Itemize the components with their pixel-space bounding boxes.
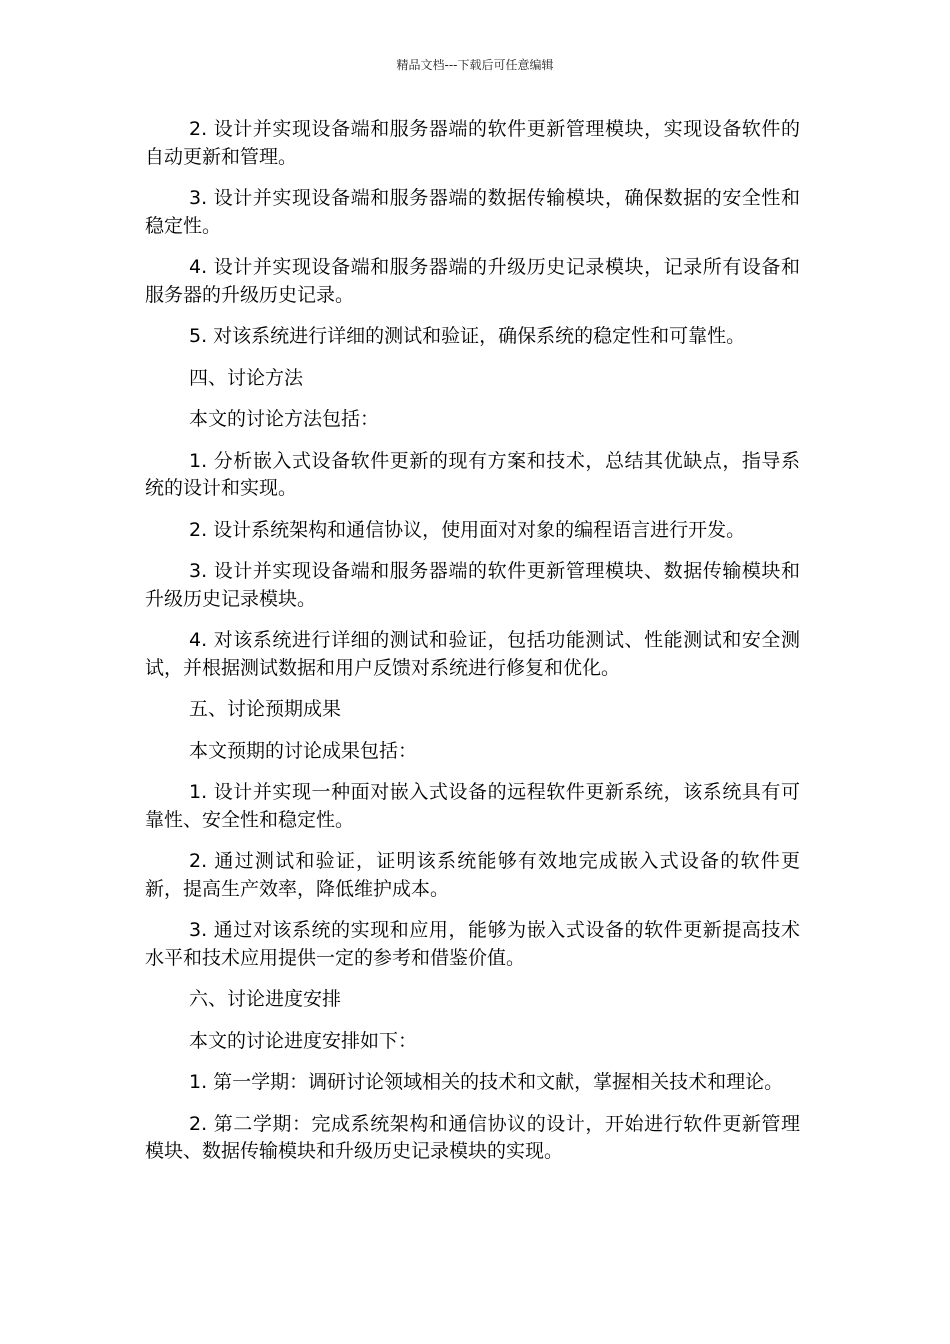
paragraph: 3. 通过对该系统的实现和应用，能够为嵌入式设备的软件更新提高技术水平和技术应用提供一定的参考和借鉴价值。 (145, 919, 800, 969)
section-heading: 六、讨论进度安排 (189, 988, 342, 1010)
page-header: 精品文档---下载后可任意编辑 (396, 58, 554, 72)
paragraph: 1. 分析嵌入式设备软件更新的现有方案和技术，总结其优缺点，指导系统的设计和实现。 (145, 449, 800, 499)
paragraph: 2. 第二学期：完成系统架构和通信协议的设计，开始进行软件更新管理模块、数据传输模块和升级历史记录模块的实现。 (145, 1112, 800, 1162)
paragraph: 4. 对该系统进行详细的测试和验证，包括功能测试、性能测试和安全测试，并根据测试数据和用户反馈对系统进行修复和优化。 (145, 629, 800, 679)
paragraph: 1. 第一学期：调研讨论领域相关的技术和文献，掌握相关技术和理论。 (189, 1071, 784, 1093)
section-heading: 五、讨论预期成果 (189, 698, 342, 720)
paragraph: 3. 设计并实现设备端和服务器端的数据传输模块，确保数据的安全性和稳定性。 (145, 187, 800, 237)
paragraph: 2. 设计系统架构和通信协议，使用面对对象的编程语言进行开发。 (189, 518, 746, 541)
paragraph: 本文预期的讨论成果包括： (189, 739, 418, 762)
paragraph: 2. 设计并实现设备端和服务器端的软件更新管理模块，实现设备软件的自动更新和管理。 (145, 118, 800, 168)
section-heading: 四、讨论方法 (189, 366, 304, 389)
document-body (145, 116, 800, 1180)
paragraph: 4. 设计并实现设备端和服务器端的升级历史记录模块，记录所有设备和服务器的升级历史记录。 (145, 256, 800, 306)
paragraph: 本文的讨论进度安排如下： (189, 1029, 418, 1052)
paragraph: 3. 设计并实现设备端和服务器端的软件更新管理模块、数据传输模块和升级历史记录模块。 (145, 560, 800, 610)
paragraph: 本文的讨论方法包括： (189, 408, 380, 430)
paragraph: 2. 通过测试和验证，证明该系统能够有效地完成嵌入式设备的软件更新，提高生产效率，降低维护成本。 (145, 850, 800, 900)
paragraph: 1. 设计并实现一种面对嵌入式设备的远程软件更新系统，该系统具有可靠性、安全性和稳定性。 (145, 781, 800, 831)
paragraph: 5. 对该系统进行详细的测试和验证，确保系统的稳定性和可靠性。 (189, 325, 746, 347)
